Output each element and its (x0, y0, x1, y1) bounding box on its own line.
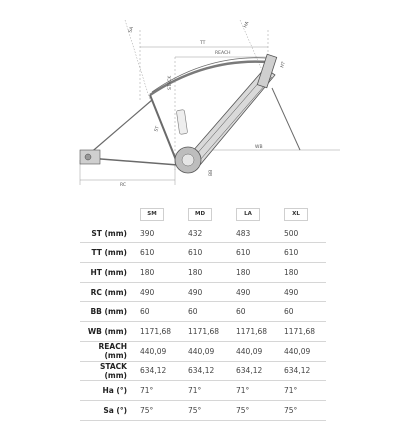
table-row (80, 322, 326, 342)
table-cell: 71° (134, 381, 182, 401)
table-cell: 60 (134, 302, 182, 322)
wb-label: WB (255, 145, 263, 150)
table-cell: 60 (230, 302, 278, 322)
table-row (80, 341, 326, 361)
ht-label: HT (280, 61, 287, 69)
table-row (80, 243, 326, 263)
table-cell: 432 (182, 224, 230, 243)
frame-geometry-diagram (0, 0, 400, 200)
table-cell: 60 (182, 302, 230, 322)
st-label: ST (154, 125, 161, 133)
row-label: WB (mm) (80, 322, 134, 342)
table-row (80, 400, 326, 420)
table-cell: 610 (182, 243, 230, 263)
table-cell: 634,12 (134, 361, 182, 381)
row-label: HT (mm) (80, 263, 134, 283)
reach-label: REACH (215, 51, 231, 56)
table-cell: 180 (134, 263, 182, 283)
size-header-row (80, 205, 326, 224)
row-label: ST (mm) (80, 224, 134, 243)
table-cell: 610 (134, 243, 182, 263)
table-cell: 1171,68 (182, 322, 230, 342)
table-cell: 440,09 (134, 341, 182, 361)
size-la-header: LA (236, 208, 260, 221)
table-cell: 500 (278, 224, 326, 243)
row-label: Sa (°) (80, 400, 134, 420)
sa-label: SA (128, 26, 135, 34)
table-cell: 610 (230, 243, 278, 263)
rear-dropout (80, 150, 100, 164)
table-cell: 483 (230, 224, 278, 243)
bb-label: BB (209, 169, 214, 176)
table-cell: 490 (134, 282, 182, 302)
ha-label: HA (243, 20, 251, 29)
table-cell: 75° (134, 400, 182, 420)
table-cell: 490 (230, 282, 278, 302)
table-cell: 440,09 (182, 341, 230, 361)
table-cell: 634,12 (182, 361, 230, 381)
row-label: Ha (°) (80, 381, 134, 401)
table-cell: 610 (278, 243, 326, 263)
row-label: STACK (mm) (80, 361, 134, 381)
table-row (80, 302, 326, 322)
row-label: TT (mm) (80, 243, 134, 263)
table-cell: 71° (278, 381, 326, 401)
table-cell: 180 (230, 263, 278, 283)
table-row (80, 381, 326, 401)
size-md-header: MD (188, 208, 212, 221)
size-sm-header: SM (140, 208, 164, 221)
table-cell: 490 (182, 282, 230, 302)
table-cell: 71° (182, 381, 230, 401)
table-cell: 71° (230, 381, 278, 401)
stack-label: STACK (168, 75, 173, 90)
table-cell: 1171,68 (134, 322, 182, 342)
row-label: BB (mm) (80, 302, 134, 322)
table-cell: 180 (278, 263, 326, 283)
table-cell: 390 (134, 224, 182, 243)
rc-label: RC (120, 183, 127, 188)
table-cell: 440,09 (230, 341, 278, 361)
motor-housing (175, 147, 201, 173)
table-cell: 75° (278, 400, 326, 420)
table-row (80, 361, 326, 381)
table-cell: 180 (182, 263, 230, 283)
table-cell: 75° (230, 400, 278, 420)
table-row (80, 263, 326, 283)
table-cell: 490 (278, 282, 326, 302)
table-cell: 60 (278, 302, 326, 322)
water-bottle-icon (176, 110, 187, 135)
tt-label: TT (200, 41, 206, 46)
table-cell: 75° (182, 400, 230, 420)
table-row (80, 224, 326, 243)
table-row (80, 282, 326, 302)
row-label: RC (mm) (80, 282, 134, 302)
table-cell: 1171,68 (230, 322, 278, 342)
table-cell: 634,12 (278, 361, 326, 381)
table-cell: 634,12 (230, 361, 278, 381)
table-cell: 440,09 (278, 341, 326, 361)
table-cell: 1171,68 (278, 322, 326, 342)
row-label: REACH (mm) (80, 341, 134, 361)
geometry-table (80, 205, 326, 421)
size-xl-header: XL (284, 208, 308, 221)
